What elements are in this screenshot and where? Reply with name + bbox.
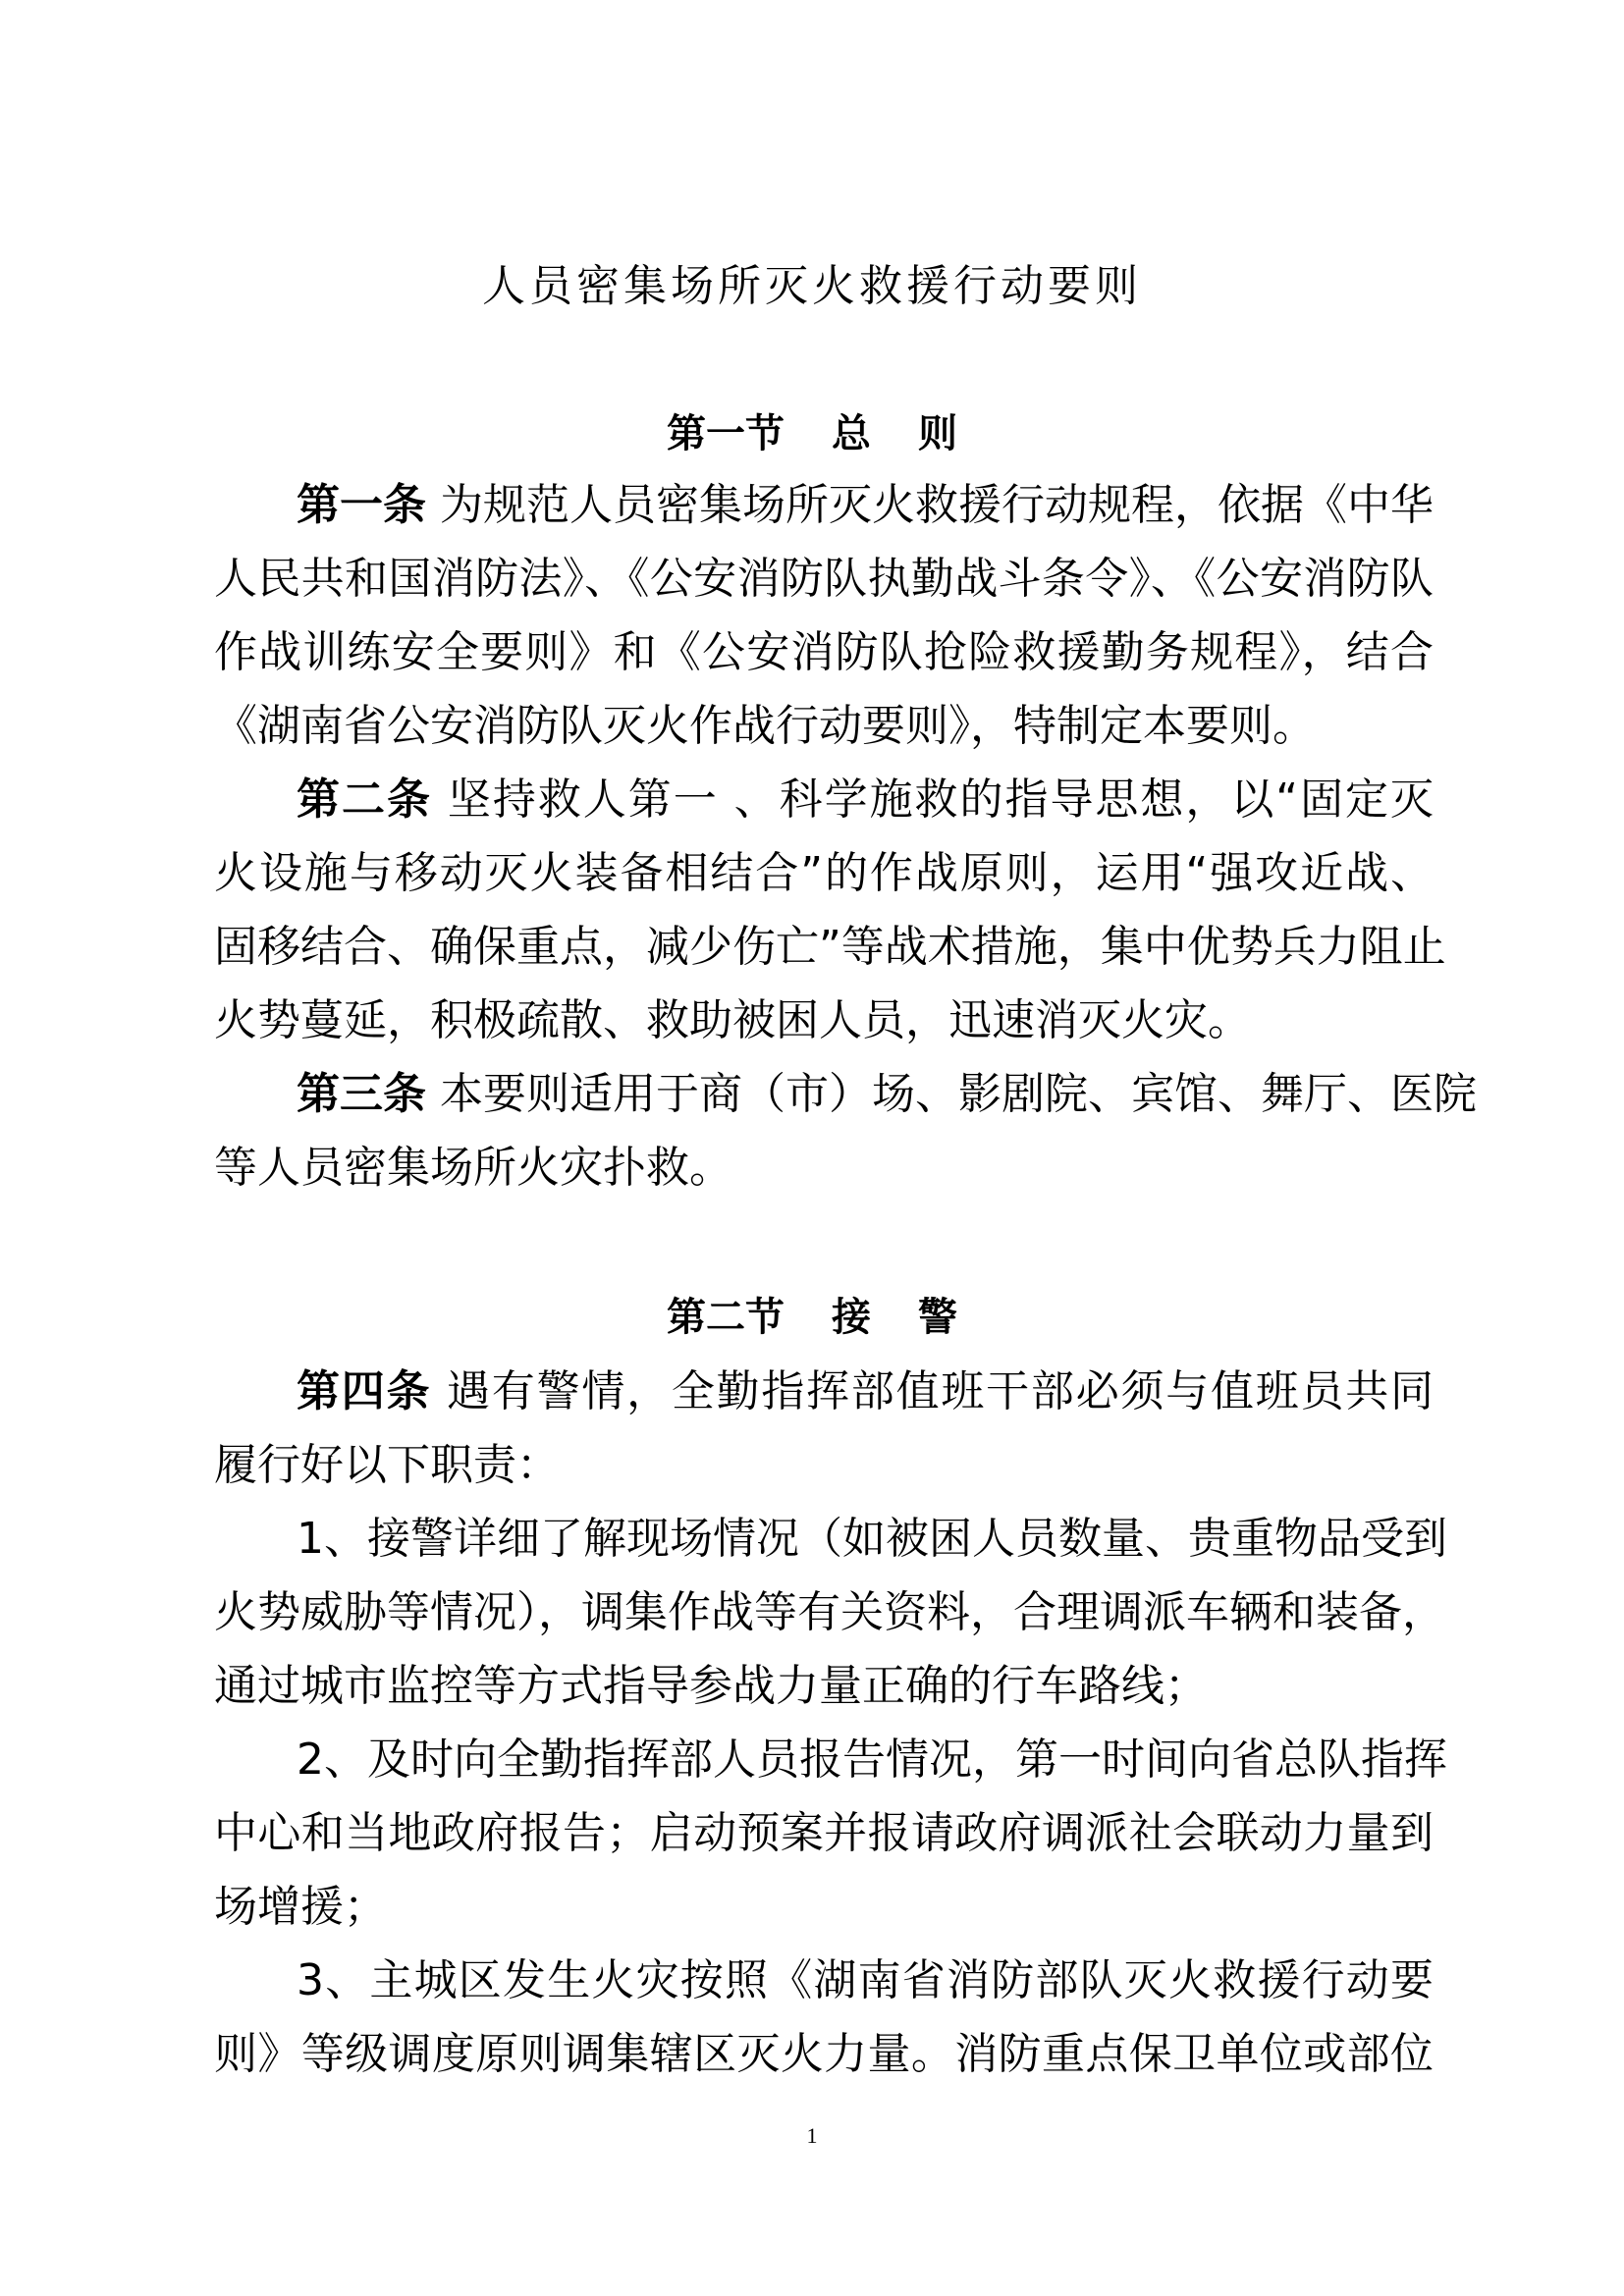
- paragraph-line: [297, 1731, 1447, 1789]
- page-number: 1: [806, 2123, 818, 2148]
- line-text: 火势蔓延，积极疏散、救助被困人员，迅速消灭火灾。: [214, 995, 1251, 1045]
- paragraph-line: [214, 1583, 1445, 1642]
- paragraph-line: [214, 1139, 1434, 1198]
- section-heading: [0, 402, 1624, 458]
- line-text: 遇有警情，全勤指挥部值班干部必须与值班员共同: [431, 1366, 1435, 1416]
- paragraph-line: [214, 2025, 1434, 2084]
- paragraph-line: [214, 623, 1434, 682]
- section-heading-part: 第一节: [667, 411, 785, 456]
- article-label: 第二条: [297, 774, 432, 825]
- section-heading: [0, 1286, 1624, 1342]
- paragraph-line: [214, 991, 1434, 1050]
- line-text: 2、及时向全勤指挥部人员报告情况，第一时间向省总队指挥: [297, 1735, 1447, 1785]
- paragraph-line: [214, 1657, 1434, 1716]
- line-text: 火势威胁等情况），调集作战等有关资料，合理调派车辆和装备，: [214, 1587, 1445, 1637]
- paragraph-line: [214, 1804, 1434, 1863]
- paragraph-line: [214, 1436, 1434, 1495]
- line-text: 等人员密集场所火灾扑救。: [214, 1143, 732, 1193]
- paragraph-line: [214, 550, 1434, 609]
- line-text: 作战训练安全要则》和《公安消防队抢险救援勤务规程》，结合: [214, 627, 1434, 677]
- paragraph-line: [297, 1362, 1434, 1421]
- line-text: 场增援；: [214, 1882, 387, 1932]
- article-label: 第一条: [297, 480, 427, 530]
- paragraph-line: [297, 1951, 1434, 2010]
- section-heading-part: 警: [918, 1295, 957, 1340]
- line-text: 1、接警详细了解现场情况（如被困人员数量、贵重物品受到: [297, 1514, 1447, 1564]
- line-text: 《湖南省公安消防队灭火作战行动要则》，特制定本要则。: [214, 701, 1316, 751]
- line-text: 火设施与移动灭火装备相结合”的作战原则，运用“强攻近战、: [214, 848, 1434, 898]
- line-text: 履行好以下职责：: [214, 1440, 560, 1490]
- line-text: 坚持救人第一 、科学施救的指导思想，以“固定灭: [431, 774, 1435, 825]
- paragraph-line: [297, 1065, 1477, 1124]
- paragraph-line: [214, 844, 1434, 903]
- paragraph-line: [297, 476, 1434, 535]
- line-text: 固移结合、确保重点，减少伤亡”等战术措施，集中优势兵力阻止: [214, 922, 1446, 972]
- paragraph-line: [214, 918, 1446, 977]
- line-text: 3、主城区发生火灾按照《湖南省消防部队灭火救援行动要: [297, 1955, 1434, 2005]
- article-label: 第四条: [297, 1366, 432, 1416]
- paragraph-line: [214, 697, 1434, 756]
- section-heading-part: 接: [832, 1295, 871, 1340]
- line-text: 人民共和国消防法》、《公安消防队执勤战斗条令》、《公安消防队: [214, 554, 1434, 604]
- line-text: 则》等级调度原则调集辖区灭火力量。消防重点保卫单位或部位: [214, 2029, 1434, 2079]
- article-label: 第三条: [297, 1069, 426, 1119]
- document-title: 人员密集场所灭火救援行动要则: [482, 261, 1142, 311]
- section-heading-part: 则: [918, 411, 957, 456]
- paragraph-line: [214, 1878, 1434, 1937]
- line-text: 中心和当地政府报告；启动预案并报请政府调派社会联动力量到: [214, 1808, 1434, 1858]
- paragraph-line: [297, 771, 1434, 829]
- line-text: 通过城市监控等方式指导参战力量正确的行车路线；: [214, 1661, 1208, 1711]
- section-heading-part: 总: [832, 411, 871, 456]
- paragraph-line: [297, 1510, 1447, 1569]
- section-heading-part: 第二节: [667, 1295, 785, 1340]
- line-text: 本要则适用于商（市）场、影剧院、宾馆、舞厅、医院: [426, 1069, 1477, 1119]
- line-text: 为规范人员密集场所灭火救援行动规程，依据《中华: [426, 480, 1435, 530]
